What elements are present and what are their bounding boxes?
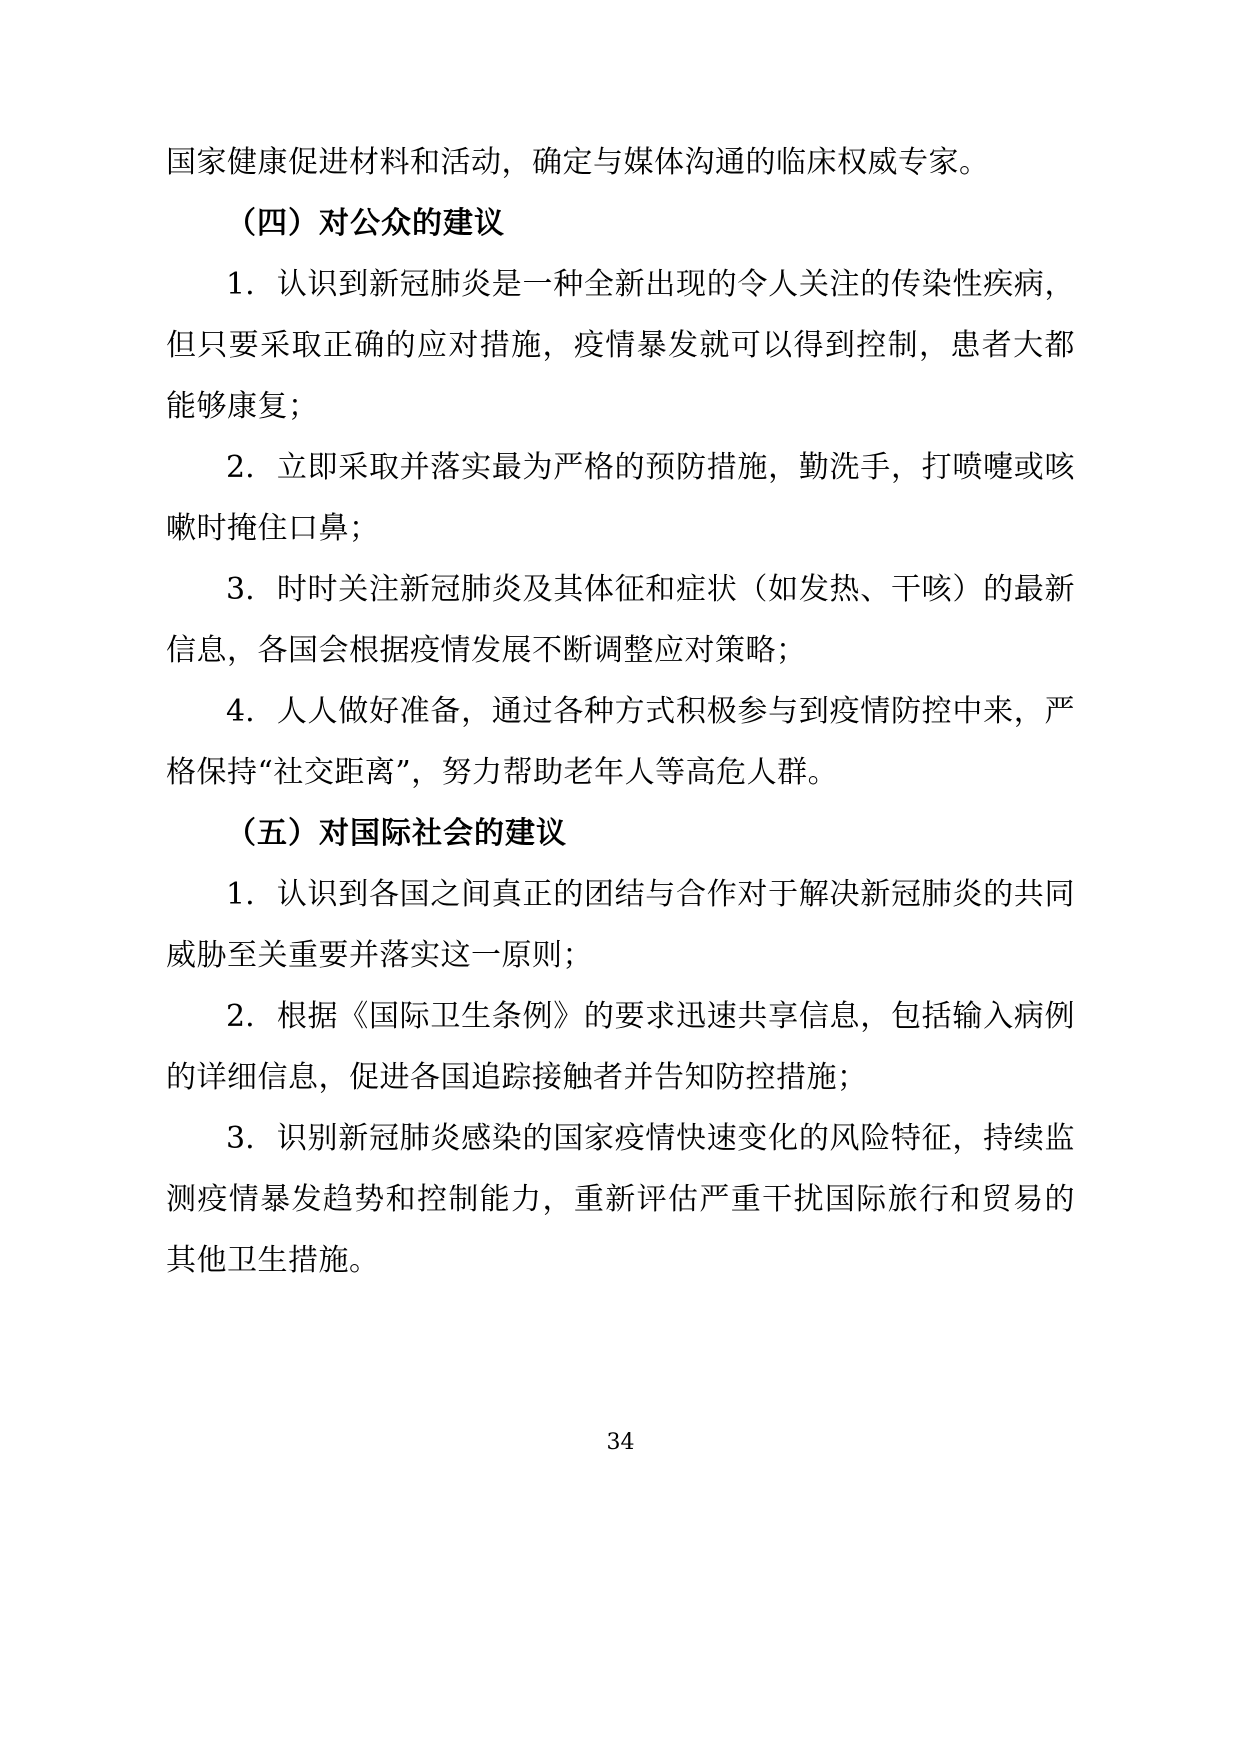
list-item-text: 人人做好准备，通过各种方式积极参与到疫情防控中来，严格保持“社交距离”，努力帮助老年人等高危人群。 — [166, 694, 1075, 790]
list-item — [166, 1108, 1075, 1291]
list-item-number: 4. — [226, 694, 255, 729]
page-number: 34 — [606, 1430, 635, 1455]
list-item-number: 2. — [226, 450, 255, 485]
list-item — [166, 254, 1075, 437]
list-item-text: 根据《国际卫生条例》的要求迅速共享信息，包括输入病例的详细信息，促进各国追踪接触者并告知防控措施； — [166, 999, 1075, 1095]
section-heading-four: （四）对公众的建议 — [226, 206, 505, 241]
list-item-text: 立即采取并落实最为严格的预防措施，勤洗手，打喷嚏或咳嗽时掩住口鼻； — [166, 450, 1075, 546]
list-item-number: 1. — [226, 877, 255, 912]
list-item-text: 时时关注新冠肺炎及其体征和症状（如发热、干咳）的最新信息，各国会根据疫情发展不断调整应对策略； — [166, 572, 1075, 668]
section-heading-five: （五）对国际社会的建议 — [226, 816, 567, 851]
list-item-text: 认识到新冠肺炎是一种全新出现的令人关注的传染性疾病，但只要采取正确的应对措施，疫情暴发就可以得到控制，患者大都能够康复； — [166, 267, 1075, 424]
list-item-number: 3. — [226, 1121, 255, 1156]
list-item — [166, 864, 1075, 986]
list-item — [166, 559, 1075, 681]
list-item-text: 识别新冠肺炎感染的国家疫情快速变化的风险特征，持续监测疫情暴发趋势和控制能力，重新评估严重干扰国际旅行和贸易的其他卫生措施。 — [166, 1121, 1075, 1278]
list-item — [166, 986, 1075, 1108]
list-item-number: 2. — [226, 999, 255, 1034]
list-item — [166, 681, 1075, 803]
list-item-number: 1. — [226, 267, 255, 302]
list-item-text: 认识到各国之间真正的团结与合作对于解决新冠肺炎的共同威胁至关重要并落实这一原则； — [166, 877, 1075, 973]
intro-paragraph: 国家健康促进材料和活动，确定与媒体沟通的临床权威专家。 — [166, 145, 990, 180]
list-item-number: 3. — [226, 572, 255, 607]
list-item — [166, 437, 1075, 559]
